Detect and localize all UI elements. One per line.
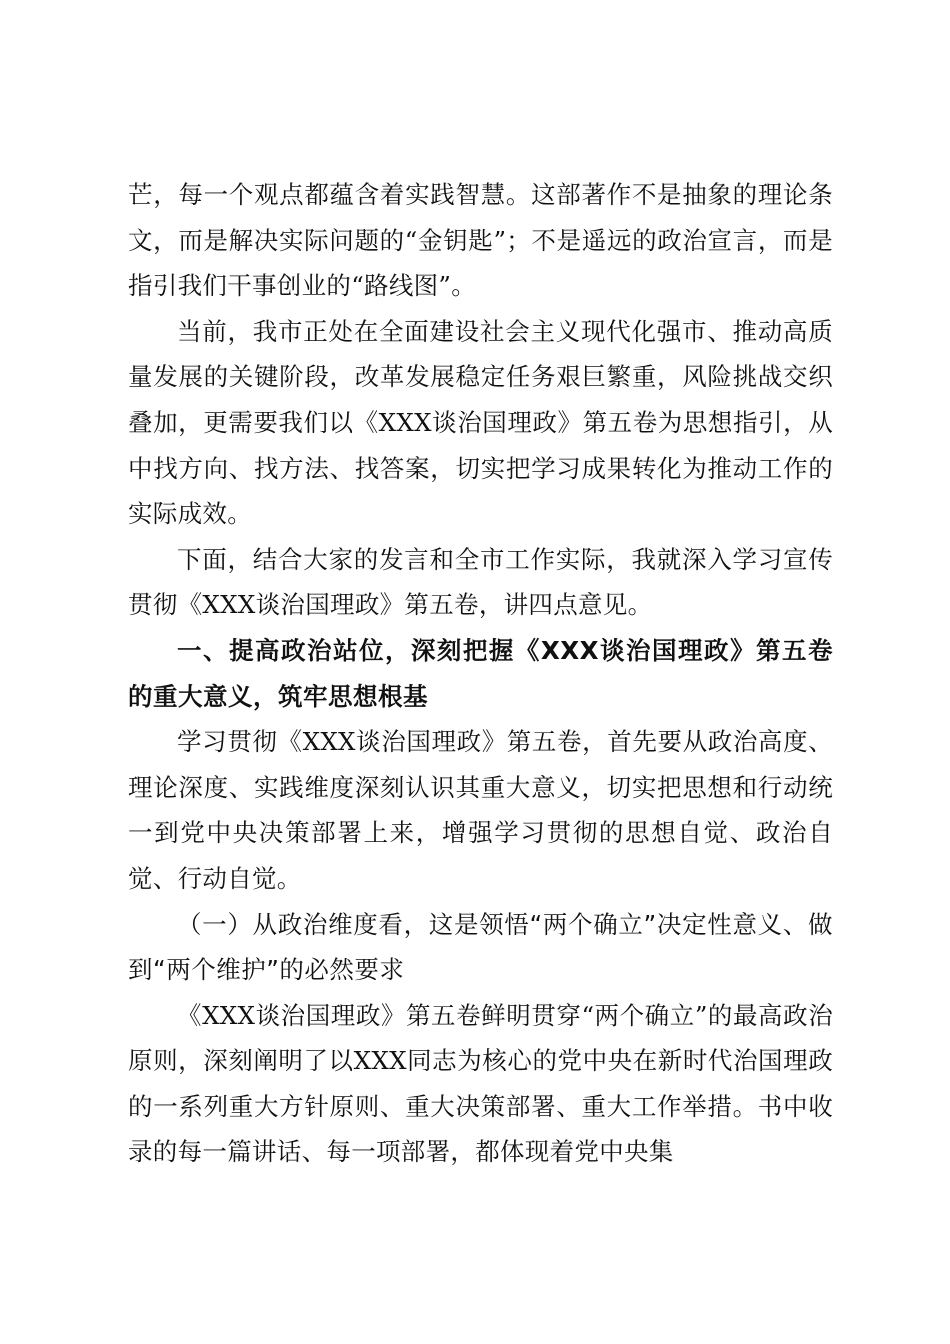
paragraph-two-establishments: 《XXX谈治国理政》第五卷鲜明贯穿“两个确立”的最高政治原则，深刻阐明了以XXX同志为核心的党中央在新时代治国理政的一系列重大方针原则、重大决策部署、重大工作举措。书中收录的每一篇讲话、每一项部署，都体现着党中央集 [128,1000,833,1167]
section-heading-one: 一、提高政治站位，深刻把握《XXX谈治国理政》第五卷的重大意义，筑牢思想根基 [128,635,833,711]
paragraph-four-opinions: 下面，结合大家的发言和全市工作实际，我就深入学习宣传贯彻《XXX谈治国理政》第五卷，讲四点意见。 [128,544,833,620]
document-body [128,172,833,1175]
subsection-heading-political-dimension: （一）从政治维度看，这是领悟“两个确立”决定性意义、做到“两个维护”的必然要求 [128,909,833,985]
paragraph-study-significance: 学习贯彻《XXX谈治国理政》第五卷，首先要从政治高度、理论深度、实践维度深刻认识其重大意义，切实把思想和行动统一到党中央决策部署上来，增强学习贯彻的思想自觉、政治自觉、行动自觉。 [128,727,833,893]
paragraph-continuation: 芒，每一个观点都蕴含着实践智慧。这部著作不是抽象的理论条文，而是解决实际问题的“金钥匙”；不是遥远的政治宣言，而是指引我们干事创业的“路线图”。 [128,180,833,301]
paragraph-current-stage: 当前，我市正处在全面建设社会主义现代化强市、推动高质量发展的关键阶段，改革发展稳定任务艰巨繁重，风险挑战交织叠加，更需要我们以《XXX谈治国理政》第五卷为思想指引，从中找方向、找方法、找答案，切实把学习成果转化为推动工作的实际成效。 [128,316,833,529]
